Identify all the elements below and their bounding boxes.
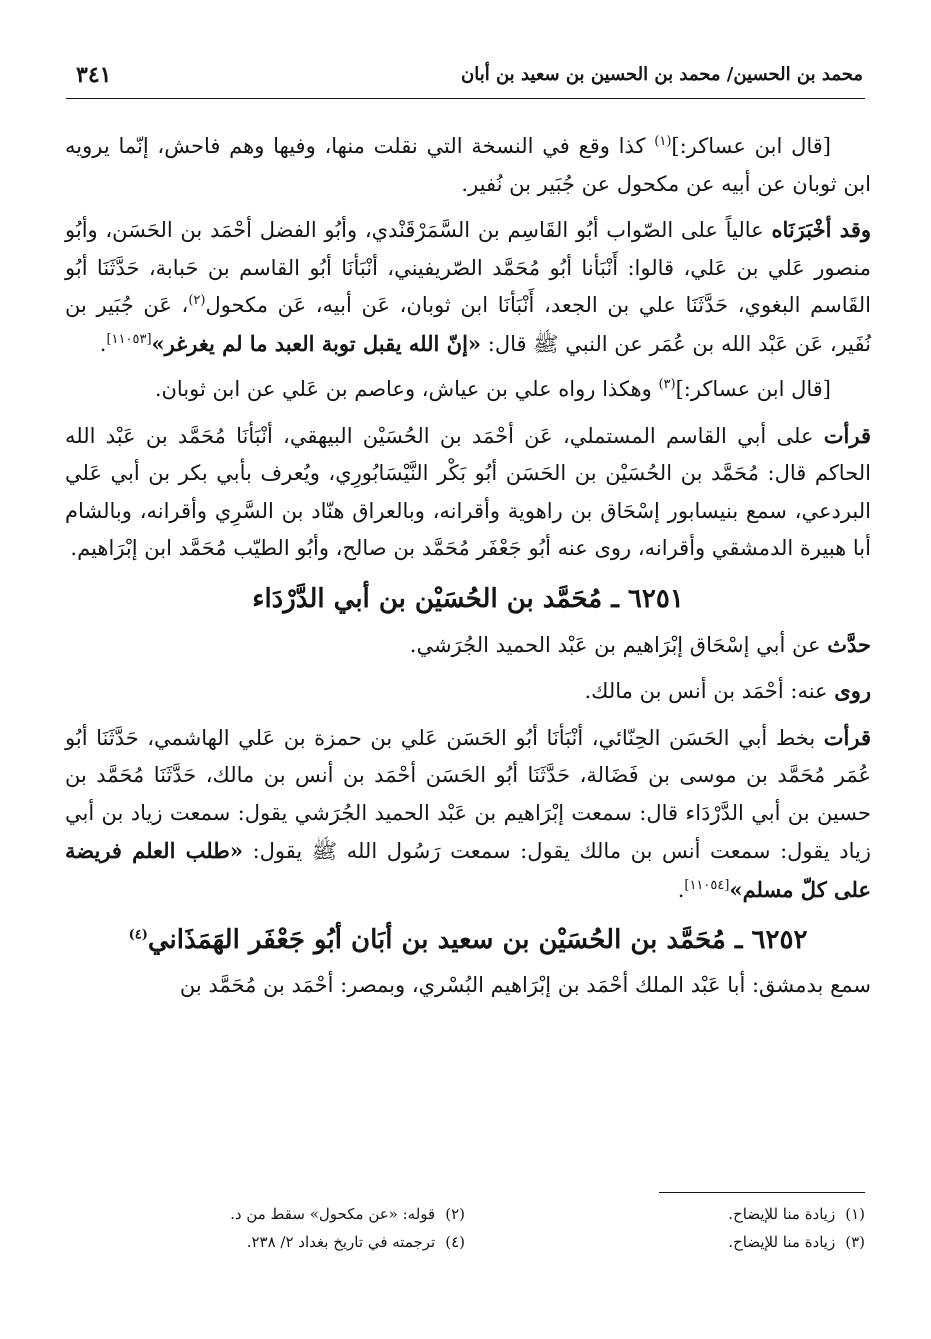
- hadith-number: [١١٠٥٣]: [106, 331, 152, 347]
- running-title: محمد بن الحسين/ محمد بن الحسين بن سعيد بن أبان: [460, 64, 863, 85]
- paragraph-ibn-asakir-note-2: [65, 371, 871, 409]
- running-header: [66, 58, 865, 90]
- footnote-number: (٤): [445, 1233, 465, 1251]
- paragraph-text: سمع بدمشق: أبا عَبْد الملك أحْمَد بن إبْرَاهيم البُسْري، وبمصر: أحْمَد بن مُحَمَّد بن: [179, 973, 871, 997]
- footnote-number: (٣): [845, 1233, 865, 1251]
- sentence-end: .: [677, 877, 685, 902]
- footnote-2: [65, 1200, 465, 1228]
- paragraph-haddatha: [65, 626, 871, 665]
- page-number: ٣٤١: [76, 62, 112, 88]
- paragraph-biography: [65, 417, 871, 568]
- page-body: [65, 128, 871, 1013]
- footnote-ref-1: (١): [654, 134, 672, 149]
- lead-keyword: روى: [834, 678, 871, 703]
- footnote-text: قوله: «عن مكحول» سقط من د.: [230, 1205, 436, 1223]
- paragraph-text: على أبي القاسم المستملي، عَن أحْمَد بن الحُسَيْن البيهقي، أنْبَأنَا مُحَمَّد بن عَبْد الله الحاكم قال: مُحَمَّد بن الحُسَيْن بن الحَسَن أبُو بَكْر النَّيْسَابُورِي، ويُعرف بأبي بكر بن أبي عَلي البردعي، سمع بنيسابور إسْحَاق بن راهوية وأقرانه، وبالعراق هنّاد بن السَّرِي وأقرانه، وبالشام أبا هبيرة الدمشقي وأقرانه، روى عنه أبُو جَعْفَر مُحَمَّد بن صالح، وأبُو الطيّب مُحَمَّد ابن إبْرَاهيم.: [65, 423, 871, 560]
- bracket-lead: [قال ابن عساكر:]: [671, 134, 832, 158]
- entry-heading-6252: [65, 919, 871, 961]
- paragraph-isnad-1: [65, 211, 871, 363]
- lead-keyword: قرأت: [823, 422, 871, 448]
- footnote-text: زيادة منا للإيضاح.: [728, 1233, 836, 1251]
- entry-heading-text: ٦٢٥٢ ـ مُحَمَّد بن الحُسَيْن بن سعيد بن أبَان أبُو جَعْفَر الهَمَذَاني: [147, 925, 808, 955]
- paragraph-text: عن أبي إسْحَاق إبْرَاهيم بن عَبْد الحميد الجُرَشي.: [409, 632, 828, 657]
- footnote-3: [465, 1228, 865, 1256]
- hadith-quote: «إنّ الله يقبل توبة العبد ما لم يغرغر»: [151, 330, 482, 356]
- hadith-number: [١١٠٥٤]: [684, 877, 730, 893]
- hadith-quote: «طلب العلم فريضة على كلّ مسلم»: [65, 838, 871, 902]
- footnote-ref-3: (٣): [658, 377, 676, 392]
- lead-keyword: قرأت: [823, 724, 871, 750]
- footnote-4: [65, 1228, 465, 1256]
- footnote-row: [65, 1200, 865, 1228]
- paragraph-ibn-asakir-note: [65, 128, 871, 203]
- bracket-lead: [قال ابن عساكر:]: [675, 377, 831, 401]
- footnote-1: [465, 1200, 865, 1228]
- footnote-divider: [659, 1192, 865, 1193]
- footnote-number: (١): [845, 1205, 865, 1223]
- footnote-ref-4: (٤): [128, 927, 148, 943]
- sentence-end: .: [99, 331, 107, 356]
- lead-keyword: وقد أخْبَرَنَاه: [771, 217, 871, 242]
- paragraph-text: عنه: أحْمَد بن أنس بن مالك.: [584, 679, 835, 703]
- paragraph-text: كذا وقع في النسخة التي نقلت منها، وفيها وهم فاحش، إنّما يرويه ابن ثوبان عن أبيه عن مكحول عن جُبَير بن نُفير.: [65, 134, 871, 196]
- paragraph-rawa: [65, 672, 871, 711]
- footnotes: [65, 1200, 865, 1256]
- paragraph-sami: [65, 967, 871, 1005]
- paragraph-text-cont: ، عَن جُبَير بن نُفَير، عَن عَبْد الله بن عُمَر عن النبي ﷺ قال:: [65, 293, 871, 356]
- header-divider: [66, 98, 865, 99]
- lead-keyword: حدَّث: [827, 631, 871, 657]
- paragraph-isnad-2: [65, 719, 871, 910]
- footnote-ref-2: (٢): [188, 293, 206, 308]
- footnote-text: ترجمته في تاريخ بغداد ٢/ ٢٣٨.: [246, 1233, 436, 1251]
- footnote-text: زيادة منا للإيضاح.: [728, 1205, 836, 1223]
- paragraph-text: بخط أبي الحَسَن الحِنّائي، أنْبَأنَا أبُو الحَسَن عَلي بن حمزة بن عَلي الهاشمي، حَدَّثَنَا أبُو عُمَر مُحَمَّد بن موسى بن فَضَالة، حَدَّثَنَا أبُو الحَسَن أحْمَد بن أنس بن مالك، حَدَّثَنَا مُحَمَّد بن حسين بن أبي الدَّرْدَاء قال: سمعت إبْرَاهيم بن عَبْد الحميد الجُرَشي يقول: سمعت زياد بن أبي زياد يقول: سمعت أنس بن مالك يقول: سمعت رَسُول الله ﷺ يقول:: [65, 725, 872, 863]
- footnote-row: [65, 1228, 865, 1256]
- entry-heading-6251: ٦٢٥١ ـ مُحَمَّد بن الحُسَيْن بن أبي الدَّرْدَاء: [252, 583, 684, 614]
- footnote-number: (٢): [445, 1205, 465, 1223]
- paragraph-text: عالياً على الصّواب أبُو القَاسِم بن السَّمَرْقَنْدي، وأبُو الفضل أحْمَد بن الحَسَن، وأبُو منصور عَلي بن عَلي، قالوا: أَنْبَأنا أبُو مُحَمَّد الصّريفيني، أنْبَأنَا أبُو القاسم بن حَبابة، حَدَّثَنَا أبُو القَاسم البغوي، حَدَّثَنَا علي بن الجعد، أَنْبَأنَا ابن ثوبان، عَن أبيه، عَن مكحول: [65, 218, 871, 317]
- paragraph-text: وهكذا رواه علي بن عياش، وعاصم بن عَلي عن ابن ثوبان.: [154, 377, 659, 401]
